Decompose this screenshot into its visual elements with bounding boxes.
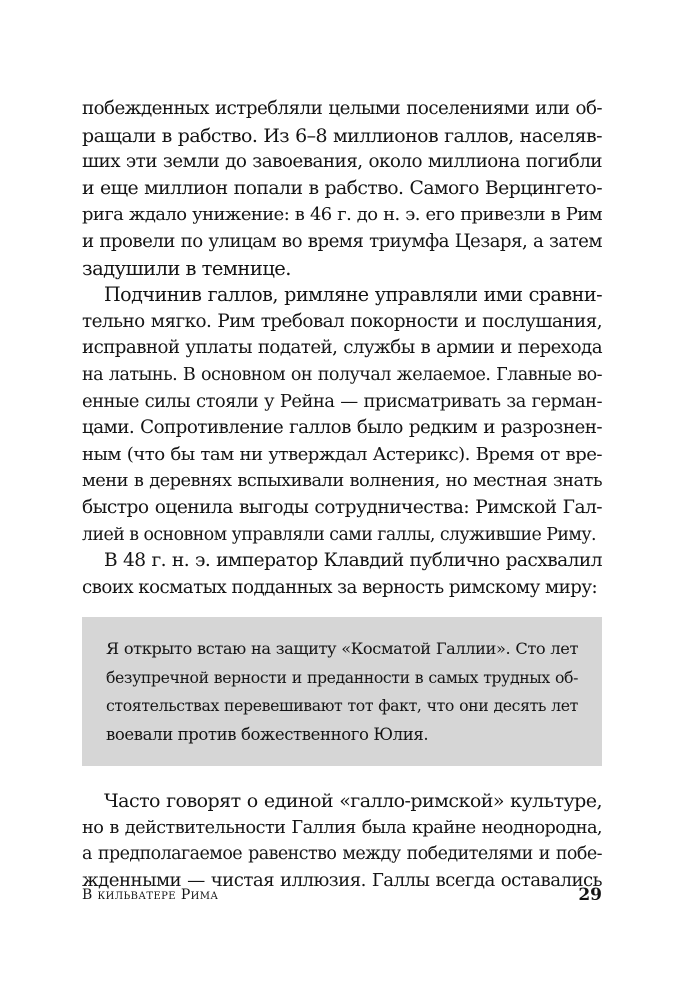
quote-line: безупречной верности и преданности в самых трудных об- (106, 667, 578, 687)
quote-line: стоятельствах перевешивают тот факт, что они десять лет (106, 696, 578, 716)
text-line: на латынь. В основном он получал желаемое. Главные во- (82, 364, 602, 385)
text-line: и провели по улицам во время триумфа Цезаря, а затем (82, 230, 602, 252)
text-line: быстро оценила выгоды сотрудничества: Римской Гал- (82, 496, 602, 518)
text-line: исправной уплаты податей, службы в армии и перехода (82, 337, 602, 359)
page-number: 29 (578, 885, 602, 905)
text-line: лией в основном управляли сами галлы, служившие Риму. (82, 524, 596, 545)
block-quote (82, 617, 602, 766)
text-line: Подчинив галлов, римляне управляли ими сравни- (104, 283, 602, 307)
text-line: В 48 г. н. э. император Клавдий публично расхвалил (104, 550, 602, 572)
page-footer (82, 887, 602, 911)
running-head: В кильватере Рима (82, 887, 219, 903)
text-line: Часто говорят о единой «галло-римской» культуре, (104, 789, 602, 812)
quote-line: воевали против божественного Юлия. (106, 724, 429, 744)
text-line: задушили в темнице. (82, 256, 291, 280)
page-body (82, 96, 602, 894)
text-line: а предполагаемое равенство между победителями и побе- (82, 844, 602, 865)
text-line: ращали в рабство. Из 6–8 миллионов галлов, населяв- (82, 124, 602, 147)
text-line: и еще миллион попали в рабство. Самого Верцингето- (82, 177, 602, 199)
text-line: рига ждало унижение: в 46 г. до н. э. его привезли в Рим (82, 204, 602, 226)
text-line: енные силы стояли у Рейна — присматривать за герман- (82, 390, 602, 412)
text-line: но в действительности Галлия была крайне неоднородна, (82, 817, 602, 838)
quote-line: Я открыто встаю на защиту «Косматой Галлии». Сто лет (106, 639, 578, 659)
paragraph-4 (82, 788, 602, 894)
text-line: своих косматых подданных за верность римскому миру: (82, 576, 598, 598)
paragraph-3 (82, 548, 602, 601)
paragraph-1 (82, 96, 602, 282)
text-line: побежденных истребляли целыми поселениями или об- (82, 98, 602, 119)
text-line: мени в деревнях вспыхивали волнения, но местная знать (82, 470, 602, 492)
text-line: ших эти земли до завоевания, около миллиона погибли (82, 151, 602, 173)
text-line: цами. Сопротивление галлов было редким и разрознен- (82, 417, 602, 439)
text-line: тельно мягко. Рим требовал покорности и послушания, (82, 310, 602, 332)
text-line: жденными — чистая иллюзия. Галлы всегда оставались (82, 869, 602, 891)
paragraph-2 (82, 282, 602, 548)
text-line: ным (что бы там ни утверждал Астерикс). Время от вре- (82, 443, 602, 465)
